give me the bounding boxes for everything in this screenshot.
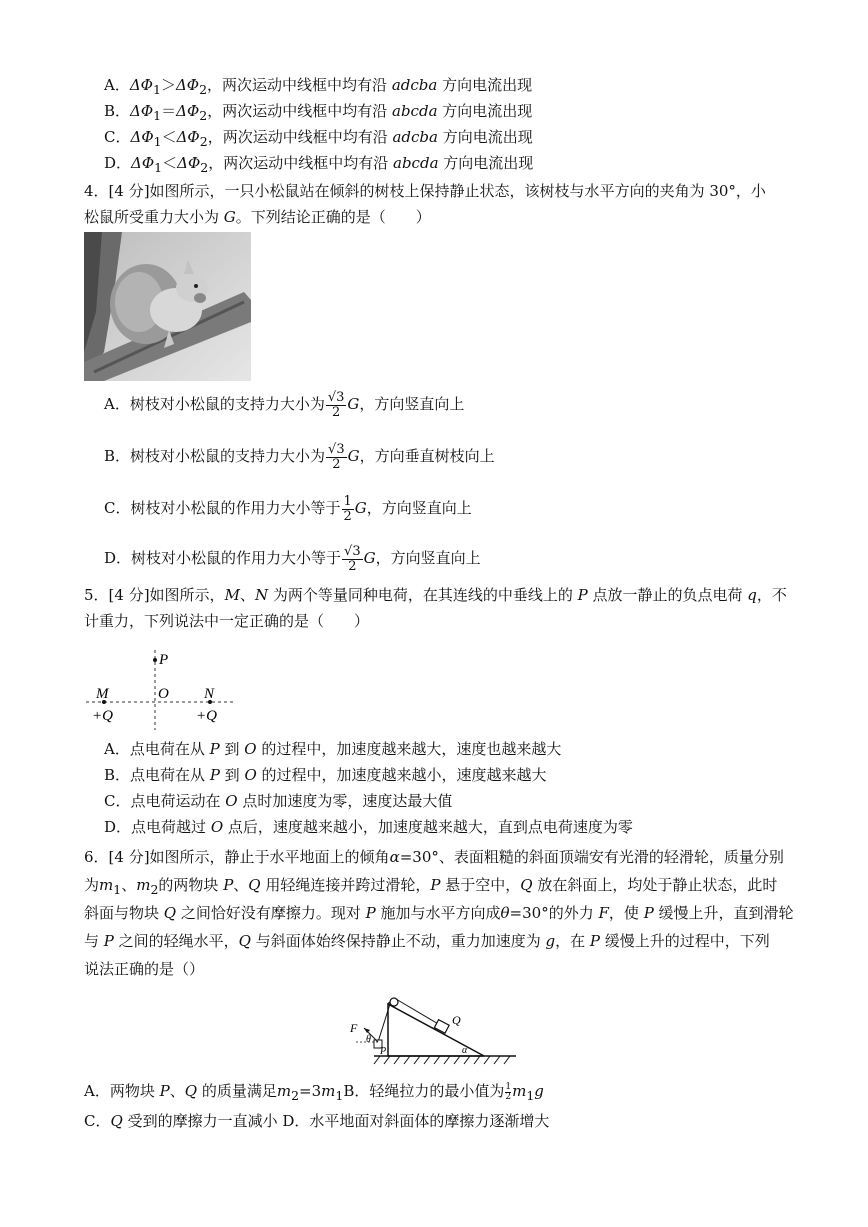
q4-option-a: A．树枝对小松鼠的支持力大小为 $\frac{√3}{2}$ G，方向竖直向上 (104, 389, 465, 420)
q6-label-alpha: α (462, 1045, 468, 1056)
q5-stem-line2: 计重力，下列说法中一定正确的是（ ） (84, 612, 370, 630)
q5-label-p: P (159, 652, 169, 668)
q5-label-n: N (204, 686, 215, 702)
q6-stem-line4: 与 P 之间的轻绳水平，Q 与斜面体始终保持静止不动，重力加速度为 g，在 P 缓慢上升的过程中，下列 (84, 932, 770, 950)
squirrel-photo (84, 232, 251, 381)
q5-label-m: M (96, 686, 109, 702)
q4-option-c: C．树枝对小松鼠的作用力大小等于 $\frac{1}{2}$ G，方向竖直向上 (104, 493, 472, 524)
q6-option-ab: A．两物块 P、Q 的质量满足$m_2=3m_1B$．轻绳拉力的最小值为 $\frac{1}{2}$ $m_1g$ (84, 1081, 544, 1103)
q5-option-b: B．点电荷在从 P 到 O 的过程中，加速度越来越小，速度越来越大 (104, 766, 547, 784)
q6-label-q: Q (452, 1013, 461, 1027)
q6-stem-line2: 为$m_1$、$m_2$的两物块 P、Q 用轻绳连接并跨过滑轮，P 悬于空中，Q 放在斜面上，均处于静止状态，此时 (84, 876, 778, 897)
q4-stem-line2: 松鼠所受重力大小为 G。下列结论正确的是（ ） (84, 208, 431, 226)
q4-option-d: D．树枝对小松鼠的作用力大小等于 $\frac{√3}{2}$ G，方向竖直向上 (104, 543, 481, 574)
q3-option-c: C．$\Delta\Phi_1<\Delta\Phi_2$，两次运动中线框中均有沿 adcba 方向电流出现 (104, 128, 533, 149)
q6-label-p: P (380, 1046, 387, 1057)
q6-stem-line3: 斜面与物块 Q 之间恰好没有摩擦力。现对 P 施加与水平方向成θ=30°的外力 F，使 P 缓慢上升，直到滑轮 (84, 904, 794, 922)
q3-option-b: B．$\Delta\Phi_1=\Delta\Phi_2$，两次运动中线框中均有沿 abcda 方向电流出现 (104, 102, 533, 123)
q5-charge-n: +Q (196, 708, 217, 724)
q5-option-a: A．点电荷在从 P 到 O 的过程中，加速度越来越大，速度也越来越大 (104, 740, 562, 758)
q6-incline-diagram (344, 992, 516, 1070)
q4-option-b: B．树枝对小松鼠的支持力大小为 $\frac{√3}{2}$ G，方向垂直树枝向上 (104, 441, 495, 472)
q6-stem-line1: 6．[4 分]如图所示，静止于水平地面上的倾角α=30°、表面粗糙的斜面顶端安有光滑的轻滑轮，质量分别 (84, 848, 784, 866)
q3-option-a: A．$\Delta\Phi_1>\Delta\Phi_2$，两次运动中线框中均有沿 adcba 方向电流出现 (104, 76, 533, 97)
q6-option-cd: C．Q 受到的摩擦力一直减小 D．水平地面对斜面体的摩擦力逐渐增大 (84, 1112, 550, 1130)
q5-option-c: C．点电荷运动在 O 点时加速度为零，速度达最大值 (104, 792, 453, 810)
q6-stem-line5: 说法正确的是（） (84, 960, 205, 978)
q6-label-theta: θ (366, 1034, 371, 1045)
q6-label-f: F (350, 1021, 358, 1035)
q5-option-d: D．点电荷越过 O 点后，速度越来越小，加速度越来越大，直到点电荷速度为零 (104, 818, 633, 836)
q5-charge-diagram (84, 640, 234, 730)
q3-option-d: D．$\Delta\Phi_1<\Delta\Phi_2$，两次运动中线框中均有沿 abcda 方向电流出现 (104, 154, 534, 175)
q5-label-o: O (158, 686, 169, 702)
q4-stem-line1: 4．[4 分]如图所示，一只小松鼠站在倾斜的树枝上保持静止状态，该树枝与水平方向的夹角为 30°，小 (84, 182, 766, 200)
q5-stem-line1: 5．[4 分]如图所示，M、N 为两个等量同种电荷，在其连线的中垂线上的 P 点放一静止的负点电荷 q，不 (84, 586, 787, 604)
q5-charge-m: +Q (92, 708, 113, 724)
